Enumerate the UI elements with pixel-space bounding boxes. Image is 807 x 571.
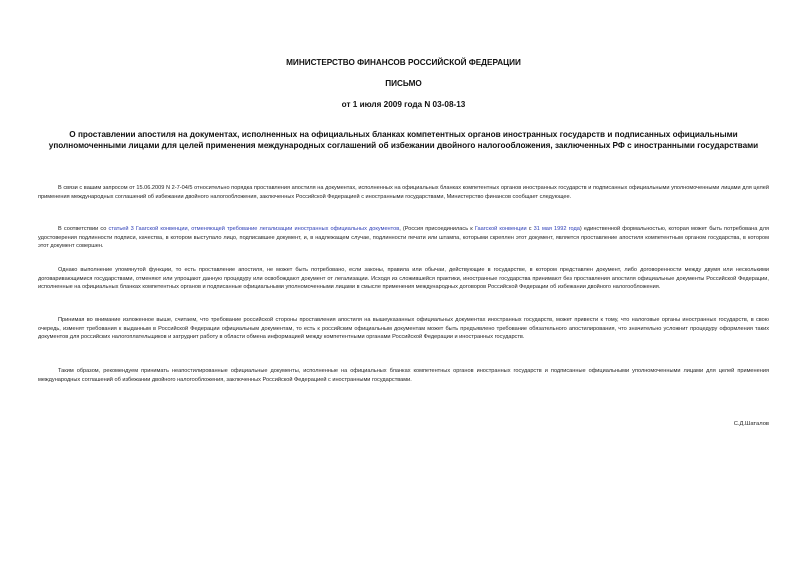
paragraph-3: Однако выполнение упомянутой функции, то есть проставление апостиля, не может быть потребовано, если законы, правила или обычаи, действующие в государстве, в котором представлен документ, либо договоренности между двумя или несколькими договаривающимися государствами, отменяют или упрощают данную процедуру или освобождают документ от легализации. Исходя из сложившейся практики, иностранные государства принимают без проставления апостиля официальные документы Российской Федерации, исполненные на официальных бланках компетентных органов и подписанные официальными уполномоченными лицами в смысле применения международных договоров Российской Федерации об избежании двойного налогообложения. (38, 267, 769, 291)
paragraph-4: Принимая во внимание изложенное выше, считаем, что требование российской стороны проставления апостиля на вышеуказанных официальных документах иностранных государств, может привести к тому, что налоговые органы иностранных государств, в свою очередь, изменят требования к выданным в Российской Федерации официальным документам, то есть к российским официальным документам может быть предъявлено требование обязательного апостилирования, что значительно усложнит процедуру оформления таких документов для российских налогоплательщиков и затруднит работу в области обмена информацией между компетентными органами Российской Федерации и иностранных государств. (38, 317, 769, 341)
ministry-title: МИНИСТЕРСТВО ФИНАНСОВ РОССИЙСКОЙ ФЕДЕРАЦИИ (286, 58, 521, 67)
document-type: ПИСЬМО (385, 79, 422, 88)
paragraph-5: Таким образом, рекомендуем принимать неапостилированные официальные документы, исполненные на официальных бланках компетентных органов иностранных государств и подписанные официальными уполномоченными лицами для целей применения международных соглашений об избежании двойного налогообложения, заключенных Российской Федерацией с иностранными государствами. (38, 368, 769, 383)
document-subject: О проставлении апостиля на документах, исполненных на официальных бланках компетентных органов иностранных государств и подписанных официальными уполномоченными лицами для целей применения международных соглашений об избежании двойного налогообложения, заключенных РФ с иностранными государствами (48, 130, 759, 150)
document-date-number: от 1 июля 2009 года N 03-08-13 (341, 100, 466, 109)
paragraph-2-text-end: ) единственной формальностью, которая может быть потребована для удостоверения подлинности подписи, качества, в котором выступало лицо, подписавшее документ, и, в надлежащем случае, подлинности печати или штампа, которыми скреплен этот документ, является проставление апостиля компетентным органом государства, в котором этот документ совершен. (38, 226, 769, 250)
paragraph-2-text-start: В соответствии со (58, 226, 109, 232)
hague-article-3-link[interactable]: статьей 3 Гаагской конвенции, отменяющей требование легализации иностранных официальных документов (108, 226, 400, 232)
signature: С.Д.Шаталов (733, 421, 769, 427)
date-link[interactable]: 31 мая 1992 года (533, 226, 580, 232)
paragraph-2-text-mid-1: , (Россия присоединилась к (399, 226, 475, 232)
hague-convention-link[interactable]: Гаагской конвенции (474, 226, 527, 232)
paragraph-2-text-mid-2: с (526, 226, 534, 232)
paragraph-1: В связи с вашим запросом от 15.06.2009 N 2-7-04/5 относительно порядка проставления апостиля на документах, исполненных на официальных бланках компетентных органов иностранных государств и подписанных официальными уполномоченными лицами для целей применения международных соглашений об избежании двойного налогообложения, заключенных Российской Федерацией с иностранными государствами, Министерство финансов сообщает следующее. (38, 185, 769, 200)
paragraph-2 (38, 225, 769, 251)
